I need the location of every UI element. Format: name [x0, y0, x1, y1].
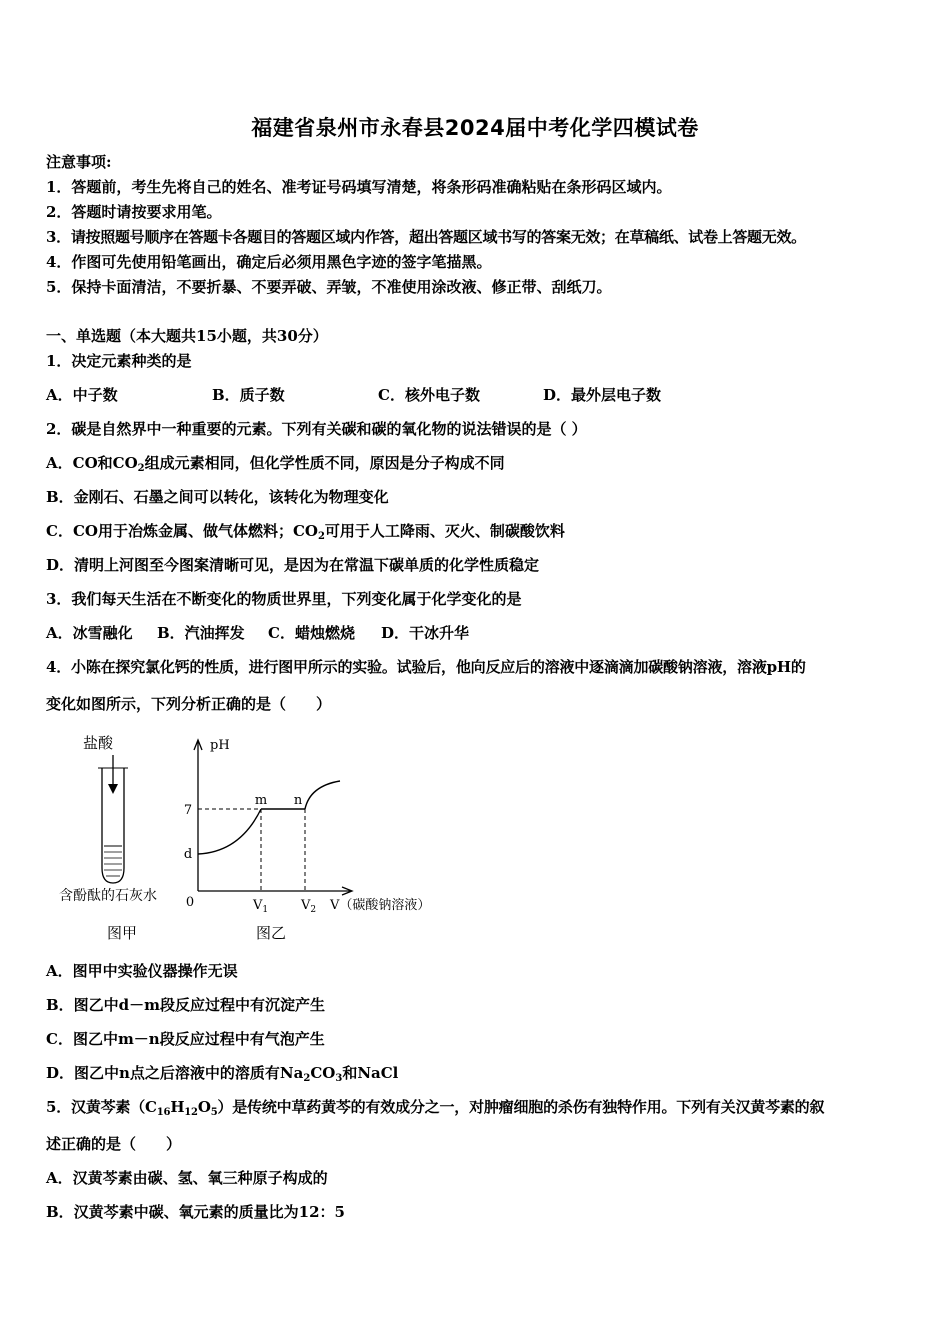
section-heading: 一、单选题（本大题共15小题，共30分） [46, 327, 328, 345]
y-tick-7: 7 [183, 803, 193, 818]
curve-d-m [198, 809, 261, 854]
q4-option-a: A．图甲中实验仪器操作无误 [46, 962, 238, 980]
page-title: 福建省泉州市永春县2024届中考化学四模试卷 [251, 116, 699, 140]
q1-option-b: B．质子数 [212, 386, 285, 404]
q5-stem-line1: 5．汉黄芩素$(C_{16}H_{12}O_5)$是传统中草药黄芩的有效成分之一，对肿瘤细胞的杀伤有独特作用。下列有关汉黄芩素的叙 [46, 1098, 825, 1118]
notice-item-2: 2．答题时请按要求用笔。 [46, 203, 222, 221]
q4-option-d: D．图乙中n点之后溶液中的溶质有$Na_2CO_3$和NaCl [46, 1064, 399, 1084]
notice-item-5: 5．保持卡面清洁，不要折暴、不要弄破、弄皱，不准使用涂改液、修正带、刮纸刀。 [46, 278, 612, 296]
q4-stem-line2: 变化如图所示，下列分析正确的是（ ） [46, 695, 332, 713]
origin-label: 0 [185, 895, 195, 910]
q3-option-b: B．汽油挥发 [157, 624, 245, 642]
notice-item-1: 1．答题前，考生先将自己的姓名、准考证号码填写清楚，将条形码准确粘贴在条形码区域内。 [46, 178, 672, 196]
q4-stem-line1: 4．小陈在探究氯化钙的性质，进行图甲所示的实验。试验后，他向反应后的溶液中逐滴滴加碳酸钠溶液，溶液pH的 [46, 658, 806, 676]
notice-heading: 注意事项: [46, 153, 112, 171]
q2-stem: 2．碳是自然界中一种重要的元素。下列有关碳和碳的氧化物的说法错误的是（ ） [46, 420, 587, 438]
q3-option-d: D．干冰升华 [381, 624, 470, 642]
x-axis-label: V（碳酸钠溶液） [330, 898, 431, 913]
tube-label: 含酚酞的石灰水 [59, 888, 157, 904]
point-n: n [293, 793, 303, 808]
q1-option-c: C．核外电子数 [378, 386, 480, 404]
v1-label: $V_1$ [253, 898, 269, 915]
q5-option-b: B．汉黄芩素中碳、氧元素的质量比为12：5 [46, 1203, 345, 1221]
q2-option-d: D．清明上河图至今图案清晰可见，是因为在常温下碳单质的化学性质稳定 [46, 556, 540, 574]
q4-figure [40, 728, 470, 950]
acid-label: 盐酸 [82, 734, 114, 752]
point-m: m [254, 793, 268, 808]
caption-right: 图乙 [255, 924, 287, 942]
notice-item-3: 3．请按照题号顺序在答题卡各题目的答题区域内作答，超出答题区域书写的答案无效；在草稿纸、试卷上答题无效。 [46, 228, 806, 246]
q5-option-a: A．汉黄芩素由碳、氢、氧三种原子构成的 [46, 1169, 328, 1187]
q4-option-c: C．图乙中m－n段反应过程中有气泡产生 [46, 1030, 325, 1048]
q2-option-a: A．CO和$CO_2$组成元素相同，但化学性质不同，原因是分子构成不同 [46, 454, 505, 474]
q1-option-a: A．中子数 [46, 386, 118, 404]
q1-option-d: D．最外层电子数 [543, 386, 662, 404]
q2-option-b: B．金刚石、石墨之间可以转化，该转化为物理变化 [46, 488, 389, 506]
y-axis-label: pH [210, 738, 230, 753]
dropper-arrow-head [108, 784, 118, 794]
q4-option-b: B．图乙中d－m段反应过程中有沉淀产生 [46, 996, 326, 1014]
q3-option-c: C．蜡烛燃烧 [268, 624, 355, 642]
q5-stem-line2: 述正确的是（ ） [46, 1135, 182, 1153]
caption-left: 图甲 [106, 924, 138, 942]
y-tick-d: d [183, 847, 193, 862]
curve-after-n [305, 781, 340, 809]
q3-option-a: A．冰雪融化 [46, 624, 133, 642]
q2-option-c: C．CO用于冶炼金属、做气体燃料；$CO_2$可用于人工降雨、灭火、制碳酸饮料 [46, 522, 565, 542]
q3-stem: 3．我们每天生活在不断变化的物质世界里，下列变化属于化学变化的是 [46, 590, 522, 608]
v2-label: $V_2$ [301, 898, 317, 915]
notice-item-4: 4．作图可先使用铅笔画出，确定后必须用黑色字迹的签字笔描黑。 [46, 253, 492, 271]
q1-stem: 1．决定元素种类的是 [46, 352, 192, 370]
